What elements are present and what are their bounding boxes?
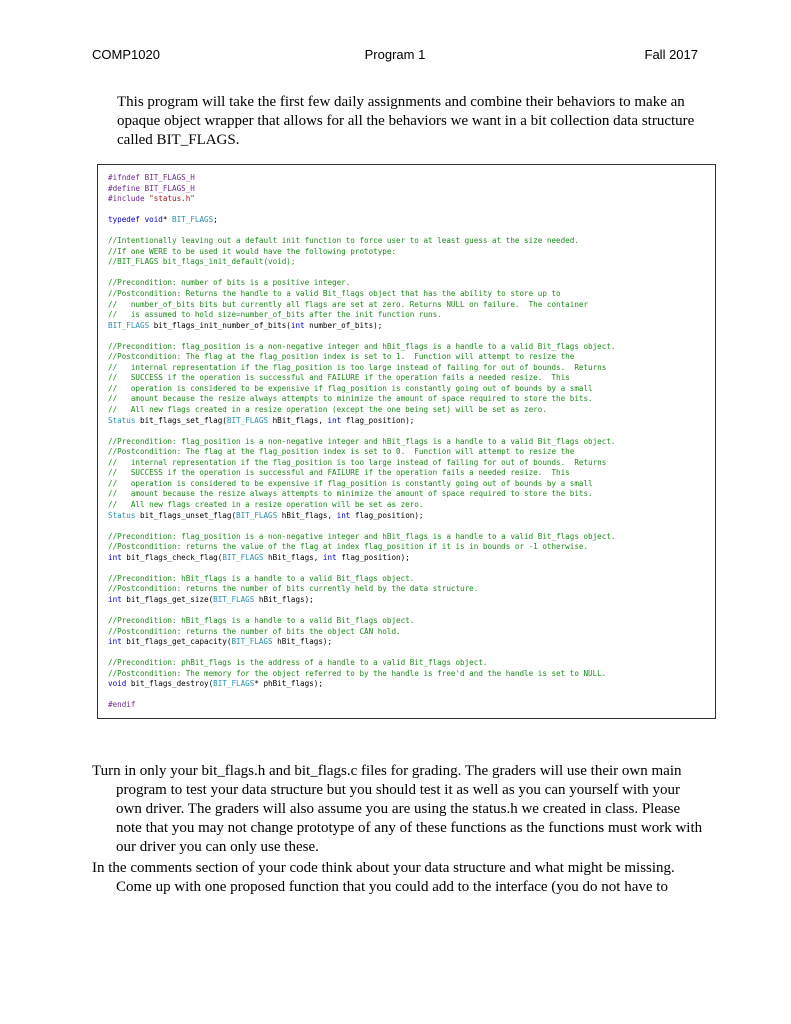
code-token: //Intentionally leaving out a default init function to force user to at least guess at the size needed. (108, 236, 579, 246)
code-token: #ifndef BIT_FLAGS_H (108, 173, 195, 182)
code-line (108, 205, 615, 216)
code-token: bit_flags_set_flag( (135, 415, 227, 425)
code-token: number_of_bits); (304, 320, 383, 330)
code-token: //Precondition: flag_position is a non-negative integer and hBit_flags is a handle to a valid Bit_flags object. (108, 531, 616, 541)
code-line (108, 384, 615, 395)
code-token: //Precondition: hBit_flags is a handle to a valid Bit_flags object. (108, 573, 415, 583)
code-token: Status (108, 415, 136, 425)
code-line (108, 532, 615, 543)
code-token: // operation is considered to be expensive if flag_position is constantly going out of bounds by a small (108, 383, 593, 393)
code-token: flag_position); (341, 415, 415, 425)
code-token: int (336, 510, 351, 520)
code-token: hBit_flags); (254, 594, 314, 604)
code-line (108, 405, 615, 416)
code-token: // internal representation if the flag_position is too large instead of failing for out of bounds. Returns (108, 457, 607, 467)
code-token: hBit_flags, (277, 510, 337, 520)
code-token: #include (108, 194, 150, 204)
code-line (108, 300, 615, 311)
code-token: //Postcondition: The flag at the flag_position index is set to 1. Function will attempt to resize the (108, 352, 575, 362)
code-token: hBit_flags, (268, 415, 328, 425)
code-line (108, 658, 615, 669)
code-listing-box (97, 164, 716, 719)
code-line (108, 521, 615, 532)
code-token: //If one WERE to be used it would have the following prototype: (108, 246, 397, 256)
code-token: * phBit_flags); (254, 679, 323, 689)
code-token: // number_of_bits bits but currently all flags are set at zero. Returns NULL on failure. The container (108, 299, 589, 309)
code-token: bit_flags_get_size( (121, 594, 214, 604)
code-line (108, 511, 615, 522)
code-line (108, 184, 615, 195)
code-listing (108, 173, 615, 711)
code-token: typedef void (108, 215, 163, 225)
code-line (108, 247, 615, 258)
code-line (108, 447, 615, 458)
code-line (108, 226, 615, 237)
code-token: bit_flags_destroy( (126, 679, 214, 689)
code-token: //Precondition: flag_position is a non-negative integer and hBit_flags is a handle to a valid Bit_flags object. (108, 341, 616, 351)
code-token: bit_flags_init_number_of_bits( (149, 320, 291, 330)
code-token: flag_position); (336, 552, 410, 562)
code-token: void (108, 679, 127, 689)
code-token: int (290, 320, 305, 330)
submission-paragraph: Turn in only your bit_flags.h and bit_flags.c files for grading. The graders will use their own main program to test your data structure but you should test it as well as you can yourself with your own driver. The graders will also assume you are using the status.h we created in class. Please note that you may not change prototype of any of these functions as the functions must work with our driver you can only use these. (92, 763, 703, 855)
code-token: //BIT_FLAGS bit_flags_init_default(void); (108, 257, 296, 267)
code-token: BIT_FLAGS (226, 415, 269, 425)
code-token: "status.h" (149, 194, 195, 204)
code-token: bit_flags_check_flag( (121, 552, 223, 562)
code-line (108, 437, 615, 448)
header-term: Fall 2017 (644, 47, 698, 62)
code-line (108, 257, 615, 268)
code-token: // amount because the resize always attempts to minimize the amount of space required to store the bits. (108, 489, 593, 499)
code-token: // All new flags created in a resize operation will be set as zero. (108, 499, 424, 509)
code-line (108, 468, 615, 479)
code-line (108, 605, 615, 616)
code-token: ; (213, 215, 218, 225)
code-token: BIT_FLAGS (108, 320, 150, 330)
code-token: //Precondition: phBit_flags is the address of a handle to a valid Bit_flags object. (108, 658, 488, 668)
code-token: BIT_FLAGS (213, 679, 255, 689)
code-token: #define BIT_FLAGS_H (108, 183, 195, 193)
code-token: // SUCCESS if the operation is successful and FAILURE if the operation fails a needed resize. This (108, 468, 570, 478)
code-line (108, 331, 615, 342)
code-line (108, 479, 615, 490)
code-token: //Postcondition: Returns the handle to a valid Bit_flags object that has the ability to store up to (108, 289, 561, 299)
code-token: //Postcondition: The memory for the object referred to by the handle is free'd and the handle is set to NULL. (108, 668, 607, 678)
page-header (92, 47, 698, 65)
code-line (108, 289, 615, 300)
code-token: bit_flags_get_capacity( (121, 637, 232, 647)
code-line (108, 584, 615, 595)
code-line (108, 236, 615, 247)
code-line (108, 268, 615, 279)
code-line (108, 669, 615, 680)
code-line (108, 679, 615, 690)
code-token: BIT_FLAGS (231, 637, 273, 647)
code-line (108, 373, 615, 384)
code-line (108, 574, 615, 585)
header-course: COMP1020 (92, 47, 160, 62)
code-token: BIT_FLAGS (213, 594, 255, 604)
intro-paragraph: This program will take the first few daily assignments and combine their behaviors to make an opaque object wrapper that allows for all the behaviors we want in a bit collection data structure called BIT_FLAGS. (117, 94, 695, 148)
code-token: BIT_FLAGS (236, 510, 278, 520)
code-token: * (162, 215, 173, 225)
code-line (108, 690, 615, 701)
code-token: hBit_flags); (272, 637, 333, 647)
code-token: // internal representation if the flag_position is too large instead of failing for out of bounds. Returns (108, 362, 607, 372)
code-line (108, 616, 615, 627)
code-token: //Postcondition: returns the number of bits the object CAN hold. (108, 626, 401, 636)
code-line (108, 310, 615, 321)
code-line (108, 394, 615, 405)
code-line (108, 542, 615, 553)
code-line (108, 363, 615, 374)
code-token: // SUCCESS if the operation is successful and FAILURE if the operation fails a needed resize. This (108, 373, 570, 383)
code-line (108, 637, 615, 648)
code-token: Status (108, 510, 136, 520)
code-line (108, 563, 615, 574)
code-token: BIT_FLAGS (172, 215, 214, 225)
code-token: int (322, 552, 337, 562)
code-line (108, 489, 615, 500)
code-line (108, 416, 615, 427)
code-line (108, 215, 615, 226)
code-line (108, 278, 615, 289)
code-token: bit_flags_unset_flag( (135, 510, 237, 520)
code-line (108, 352, 615, 363)
code-token: //Precondition: flag_position is a non-negative integer and hBit_flags is a handle to a valid Bit_flags object. (108, 436, 616, 446)
code-token: int (327, 415, 342, 425)
code-token: int (108, 594, 122, 604)
code-token: //Postcondition: returns the value of the flag at index flag_position if it is in bounds or -1 otherwise. (108, 542, 589, 552)
code-line (108, 458, 615, 469)
code-token: //Precondition: hBit_flags is a handle to a valid Bit_flags object. (108, 615, 415, 625)
code-line (108, 553, 615, 564)
code-token: // operation is considered to be expensive if flag_position is constantly going out of bounds by a small (108, 478, 593, 488)
code-line (108, 627, 615, 638)
code-line (108, 342, 615, 353)
code-token: //Precondition: number of bits is a positive integer. (108, 278, 351, 288)
comments-paragraph: In the comments section of your code think about your data structure and what might be missing. Come up with one proposed function that you could add to the interface (you do not have to (92, 860, 675, 895)
code-token: // amount because the resize always attempts to minimize the amount of space required to store the bits. (108, 394, 593, 404)
code-token: BIT_FLAGS (222, 552, 264, 562)
code-token: //Postcondition: The flag at the flag_position index is set to 0. Function will attempt to resize the (108, 447, 575, 457)
code-line (108, 500, 615, 511)
header-title: Program 1 (364, 47, 426, 62)
code-line (108, 595, 615, 606)
code-token: int (108, 552, 122, 562)
code-line (108, 426, 615, 437)
code-line (108, 700, 615, 711)
code-token: //Postcondition: returns the number of bits currently held by the data structure. (108, 584, 479, 594)
code-token: // All new flags created in a resize operation (except the one being set) will be set as zero. (108, 405, 547, 415)
code-line (108, 321, 615, 332)
code-line (108, 194, 615, 205)
code-line (108, 173, 615, 184)
code-token: hBit_flags, (263, 552, 323, 562)
code-token: int (108, 637, 122, 647)
code-token: flag_position); (350, 510, 424, 520)
code-line (108, 648, 615, 659)
code-token: #endif (108, 700, 136, 710)
code-token: // is assumed to hold size=number_of_bits after the init function runs. (108, 310, 442, 320)
